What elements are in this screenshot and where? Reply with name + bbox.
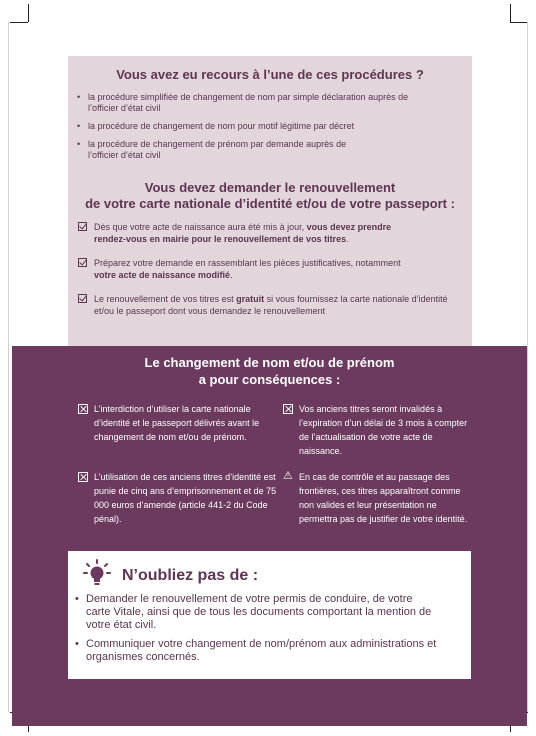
list-item: • la procédure simplifiée de changement de nom par simple déclaration auprès de l’officier d’état civil bbox=[76, 92, 460, 114]
checklist-item bbox=[78, 221, 462, 245]
checklist-text: Le renouvellement de vos titres est bbox=[94, 294, 237, 304]
checkbox-checked-icon bbox=[78, 222, 87, 231]
consequence-text: L’interdiction d’utiliser la carte nationale d’identité et le passeport délivrés avant le changement de nom et/ou de prénom. bbox=[94, 404, 260, 442]
renewal-title bbox=[68, 180, 472, 212]
reminder-list bbox=[74, 593, 464, 670]
consequence-item bbox=[78, 402, 268, 444]
list-item: • la procédure de changement de nom pour motif légitime par décret bbox=[76, 121, 460, 132]
checklist-text: . bbox=[230, 270, 233, 280]
checklist-emphasis: votre acte de naissance modifié bbox=[94, 270, 231, 280]
renewal-checklist bbox=[78, 221, 462, 329]
crop-mark bbox=[510, 22, 528, 23]
checkbox-checked-icon bbox=[78, 258, 87, 267]
consequence-text: En cas de contrôle et au passage des frontières, ces titres apparaîtront comme non valides et leur présentation ne permettra pas de justifier de votre identité. bbox=[299, 472, 468, 524]
lightbulb-icon bbox=[82, 559, 112, 589]
consequences-title bbox=[12, 354, 527, 388]
warning-triangle-icon: ⚠ bbox=[283, 470, 293, 482]
checklist-item bbox=[78, 257, 462, 281]
crop-mark bbox=[28, 4, 29, 22]
checkbox-x-icon bbox=[78, 404, 88, 414]
reminder-title: N’oubliez pas de : bbox=[122, 567, 259, 584]
checklist-text: si vous fournissez la carte nationale d’identité et/ou le passeport dont vous demandez le renouvellement bbox=[94, 294, 448, 316]
page-edge bbox=[8, 22, 9, 712]
procedures-panel bbox=[68, 56, 472, 346]
procedures-title: Vous avez eu recours à l’une de ces procédures ? bbox=[116, 67, 424, 82]
consequence-item bbox=[283, 402, 473, 458]
consequences-title-line1: Le changement de nom et/ou de prénom bbox=[144, 355, 395, 370]
renewal-title-line1: Vous devez demander le renouvellement bbox=[144, 180, 396, 195]
checklist-item bbox=[78, 293, 462, 317]
consequence-item bbox=[283, 470, 473, 526]
consequence-text: L’utilisation de ces anciens titres d’identité est punie de cinq ans d’emprisonnement et de 75 000 euros d’amende (article 441-2 du Code pénal). bbox=[94, 472, 277, 524]
crop-mark bbox=[510, 4, 511, 22]
page-edge bbox=[527, 22, 528, 712]
consequence-text: Vos anciens titres seront invalidés à l’expiration d’un délai de 3 mois à compter de l’actualisation de votre acte de naissance. bbox=[299, 404, 468, 456]
checklist-emphasis: vous devez prendre rendez-vous en mairie pour le renouvellement de vos titres bbox=[94, 222, 392, 244]
reminder-box bbox=[68, 551, 471, 679]
checklist-text: Dès que votre acte de naissance aura été mis à jour, bbox=[94, 222, 307, 232]
renewal-title-line2: de votre carte nationale d’identité et/ou de votre passeport : bbox=[85, 196, 455, 211]
procedures-list bbox=[76, 92, 460, 168]
checklist-emphasis: gratuit bbox=[236, 294, 265, 304]
consequence-item bbox=[78, 470, 278, 526]
list-item: • Demander le renouvellement de votre permis de conduire, de votre carte Vitale, ainsi que de tous les documents comportant la mention de votre état civil. bbox=[74, 593, 464, 632]
consequences-panel bbox=[12, 346, 527, 726]
checkbox-x-icon bbox=[283, 404, 293, 414]
checklist-text: Préparez votre demande en rassemblant les pièces justificatives, notamment bbox=[94, 258, 401, 268]
checkbox-x-icon bbox=[78, 472, 88, 482]
list-item: • la procédure de changement de prénom par demande auprès de l’officier d’état civil bbox=[76, 139, 460, 161]
checklist-text: . bbox=[346, 234, 349, 244]
crop-mark bbox=[10, 22, 28, 23]
list-item: • Communiquer votre changement de nom/prénom aux administrations et organismes concernés. bbox=[74, 638, 464, 664]
checkbox-checked-icon bbox=[78, 294, 87, 303]
consequences-title-line2: a pour conséquences : bbox=[198, 372, 341, 387]
